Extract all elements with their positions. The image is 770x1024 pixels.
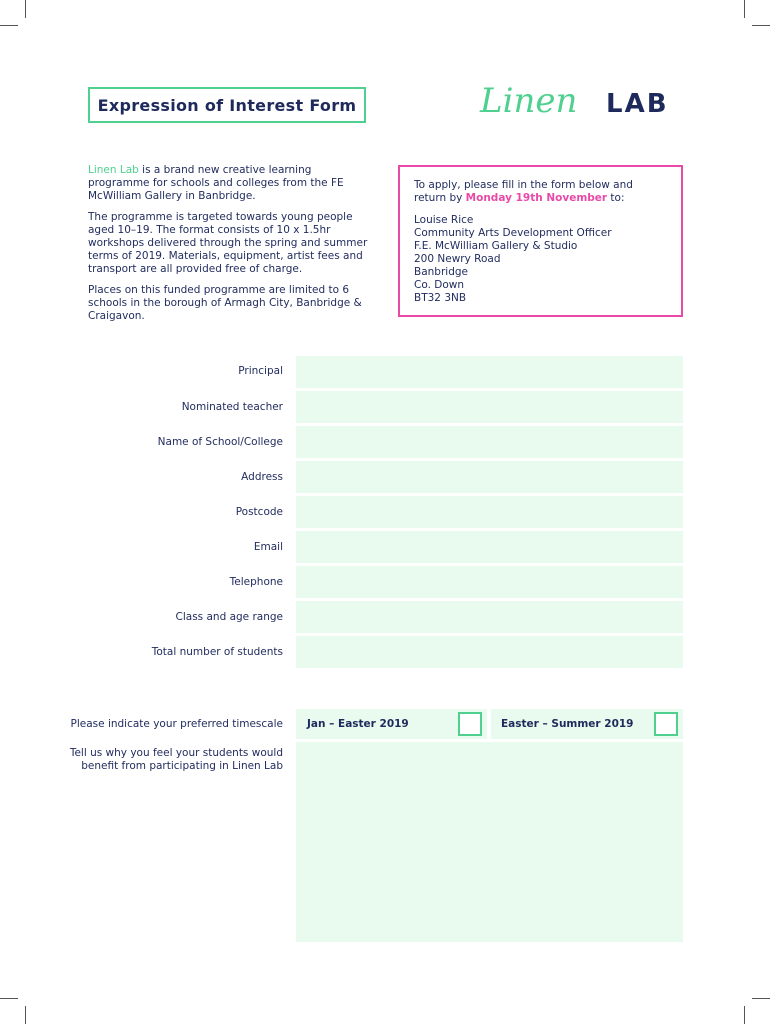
- postcode-field[interactable]: [296, 496, 683, 528]
- telephone-label: Telephone: [229, 576, 283, 588]
- intro-text: [88, 164, 368, 331]
- crop-mark: [0, 998, 18, 999]
- school-name-field[interactable]: [296, 426, 683, 458]
- school-name-label: Name of School/College: [157, 436, 283, 448]
- apply-instructions: [414, 179, 667, 205]
- address-line: Co. Down: [414, 279, 464, 291]
- crop-mark: [744, 0, 745, 18]
- logo-bold-text: LAB: [606, 89, 669, 119]
- timescale-option-2-label: Easter – Summer 2019: [501, 718, 634, 730]
- class-age-range-label: Class and age range: [175, 611, 283, 623]
- address-line: Banbridge: [414, 266, 468, 278]
- email-label: Email: [253, 541, 283, 553]
- why-label-line-1: Tell us why you feel your students would: [69, 747, 283, 759]
- intro-paragraph-3: Places on this funded programme are limited to 6 schools in the borough of Armagh City, Banbridge & Craigavon.: [88, 284, 362, 322]
- principal-field[interactable]: [296, 356, 683, 388]
- crop-mark: [25, 1006, 26, 1024]
- why-answer-field[interactable]: [296, 742, 683, 942]
- form-title-box: [88, 87, 366, 123]
- deadline-date: Monday 19th November: [465, 192, 608, 204]
- address-field[interactable]: [296, 461, 683, 493]
- address-label: Address: [241, 471, 283, 483]
- crop-mark: [0, 25, 18, 26]
- form-title: Expression of Interest Form: [97, 95, 357, 115]
- intro-paragraph-1: [88, 164, 368, 203]
- linen-lab-logo: [478, 76, 688, 126]
- address-line: F.E. McWilliam Gallery & Studio: [414, 240, 578, 252]
- crop-mark: [752, 25, 770, 26]
- nominated-teacher-label: Nominated teacher: [181, 401, 283, 413]
- crop-mark: [25, 0, 26, 18]
- timescale-option-1-label: Jan – Easter 2019: [307, 718, 409, 730]
- email-field[interactable]: [296, 531, 683, 563]
- easter-summer-checkbox[interactable]: [654, 712, 678, 736]
- linen-lab-highlight: Linen Lab: [88, 164, 139, 176]
- crop-mark: [752, 998, 770, 999]
- logo-script-text: Linen: [480, 81, 578, 121]
- nominated-teacher-field[interactable]: [296, 391, 683, 423]
- intro-paragraph-2: The programme is targeted towards young people aged 10–19. The format consists of 10 x 1.5hr workshops delivered through the spring and summer terms of 2019. Materials, equipment, artist fees and transport are all provided free of charge.: [88, 211, 368, 275]
- crop-mark: [744, 1006, 745, 1024]
- why-label: [60, 747, 283, 773]
- apply-instructions-box: [398, 165, 683, 317]
- intro-p1-text: is a brand new creative learning programme for schools and colleges from the FE McWilliam Gallery in Banbridge.: [88, 164, 344, 202]
- principal-label: Principal: [238, 365, 283, 377]
- apply-text-end: to:: [607, 192, 625, 204]
- total-students-field[interactable]: [296, 636, 683, 668]
- total-students-label: Total number of students: [151, 646, 283, 658]
- telephone-field[interactable]: [296, 566, 683, 598]
- return-address: [414, 214, 667, 305]
- timescale-label: Please indicate your preferred timescale: [70, 718, 283, 730]
- postcode-label: Postcode: [235, 506, 283, 518]
- address-line: Louise Rice: [414, 214, 474, 226]
- class-age-range-field[interactable]: [296, 601, 683, 633]
- address-line: 200 Newry Road: [414, 253, 501, 265]
- address-line: BT32 3NB: [414, 292, 467, 304]
- apply-text-start: To apply, please fill in the form below and return by: [414, 179, 633, 204]
- address-line: Community Arts Development Officer: [414, 227, 612, 239]
- jan-easter-checkbox[interactable]: [458, 712, 482, 736]
- why-label-line-2: benefit from participating in Linen Lab: [81, 760, 283, 772]
